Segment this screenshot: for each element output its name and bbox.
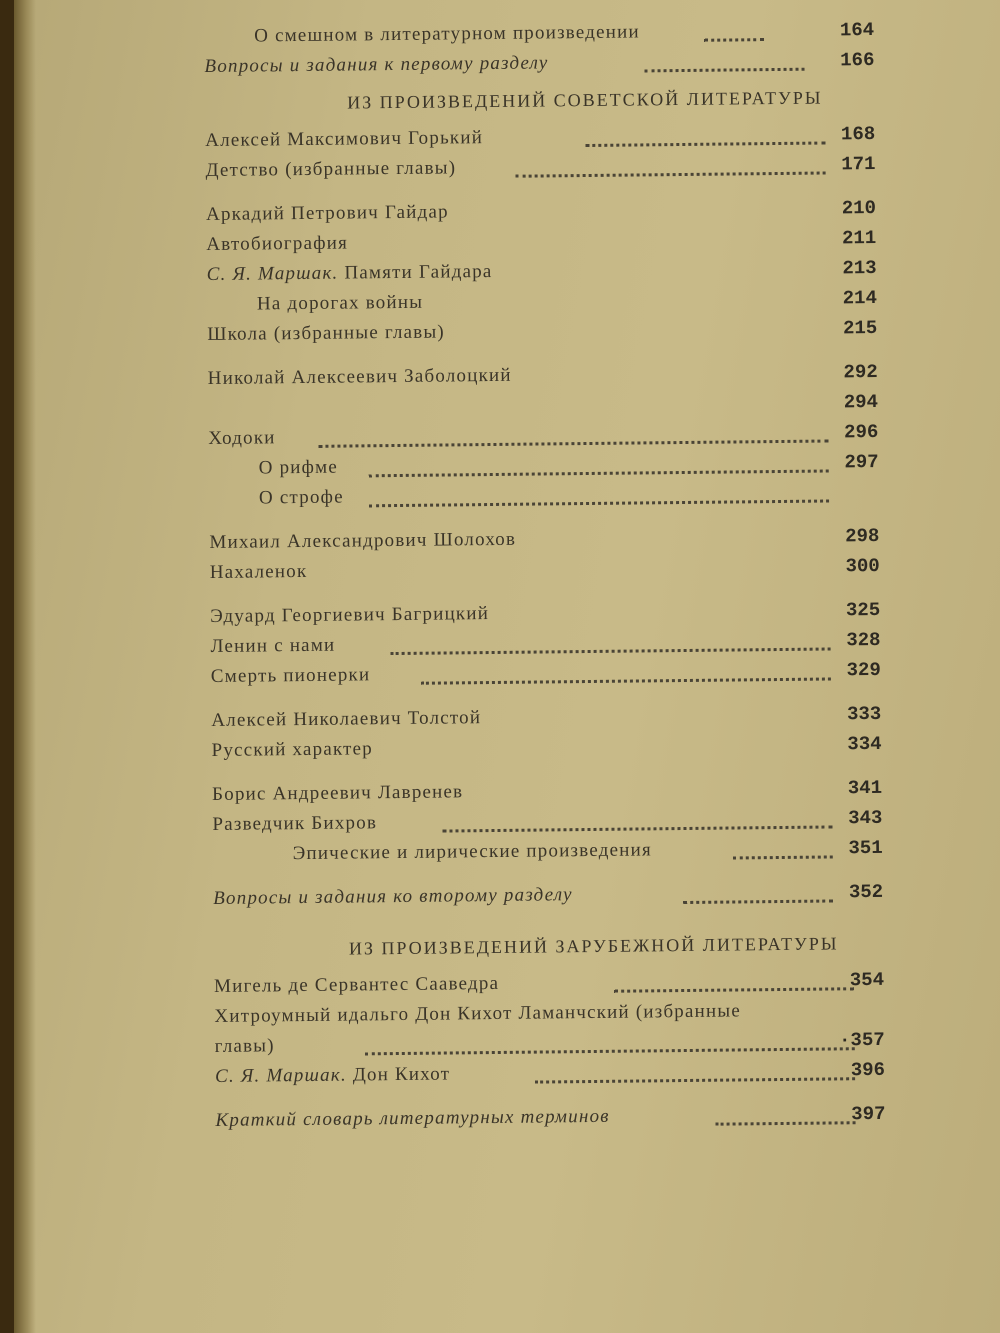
page-number: ·357 [838,1028,885,1052]
page-number: 215 [842,316,878,340]
page-number: 300 [845,554,880,578]
toc-entry-title: Вопросы и задания к первому разделу [204,52,549,77]
toc-entry-title: Вопросы и задания ко второму разделу [213,884,573,909]
toc-entry-title: Аркадий Петрович Гайдар [205,201,449,225]
toc-entry-title: Разведчик Бихров [212,812,378,835]
page-number: 168 [840,122,876,146]
toc-entry-title: Нахаленок [209,560,308,583]
toc-entry-title: Краткий словарь литературных терминов [215,1105,610,1131]
page-number: 354 [849,968,885,992]
toc-entry-title: О смешном в литературном произведении [254,21,640,47]
toc-entry-title: С. Я. Маршак. Памяти Гайдара [206,260,493,285]
toc-entry-title: Смерть пионерки [210,664,371,687]
page-number: 397 [851,1102,886,1126]
toc-entry-title: главы) [214,1035,275,1057]
page-number: 296 [843,420,879,444]
page-number: 164 [839,18,875,42]
leader-dots [614,957,854,993]
leader-dots [644,38,804,73]
leader-dots [732,825,832,859]
page-number: 341 [847,776,883,800]
page-number: 343 [848,806,883,830]
toc-entry-title: На дорогах войны [256,291,424,315]
section-heading-text: ИЗ ПРОИЗВЕДЕНИЙ СОВЕТСКОЙ ЛИТЕРАТУРЫ [347,87,823,113]
toc-entry-title: Борис Андреевич Лавренев [211,781,464,805]
page-number: 211 [841,226,877,250]
page-number: 297 [844,450,879,474]
page-number: 171 [841,152,876,176]
toc-entry-title: Детство (избранные главы) [205,157,457,181]
page-number: 329 [846,658,881,682]
toc-entry-title: С. Я. Маршак. Дон Кихот [214,1063,451,1087]
toc-entry-title: Хитроумный идальго Дон Кихот Ламанчский (избранные [214,1000,742,1027]
leader-dots [369,469,829,507]
page-number: 334 [847,732,882,756]
toc-entry-title: Ленин с нами [210,634,336,657]
toc-entry-title: Эпические и лирические произведения [292,839,652,865]
page-number: 352 [848,880,884,904]
toc-entry-title: Школа (избранные главы) [207,321,446,345]
leader-dots [515,142,825,178]
toc-entry-title: Михаил Александрович Шолохов [209,528,517,553]
toc-entry-title: Николай Алексеевич Заболоцкий [207,364,512,389]
page-number: 166 [840,48,875,72]
page-number: 294 [843,390,879,414]
leader-dots [535,1047,855,1083]
leader-dots [421,647,831,684]
toc-entry-title: Алексей Николаевич Толстой [211,707,482,731]
toc-entry-title: О рифме [258,456,339,479]
page-number: 396 [850,1058,886,1082]
page-number: 298 [845,524,880,548]
page-number: 210 [841,196,877,220]
page-edge-shadow [14,0,36,1333]
book-page [14,0,1000,1333]
toc-entry-title: Автобиография [206,232,349,255]
leader-dots [715,1091,855,1125]
toc-entry-title: Русский характер [211,738,374,761]
page-number: 214 [842,286,878,310]
toc-entry-title: Ходоки [208,427,276,449]
page-number: 333 [846,702,882,726]
page-number: 328 [846,628,881,652]
page-number: 325 [845,598,881,622]
page-number: 213 [842,256,877,280]
page-number: 292 [843,360,878,384]
toc-entry-title: Алексей Максимович Горький [205,127,484,151]
leader-dots [704,8,764,42]
toc-entry-title: Мигель де Сервантес Сааведра [213,972,500,997]
leader-dots [683,869,833,904]
page-number: 351 [848,836,883,860]
toc-entry-title: О строфе [258,486,344,509]
section-heading [213,920,973,972]
toc-entry-title: Эдуард Георгиевич Багрицкий [210,603,490,627]
section-heading-text: ИЗ ПРОИЗВЕДЕНИЙ ЗАРУБЕЖНОЙ ЛИТЕРАТУРЫ [348,933,839,959]
table-of-contents [204,14,976,1136]
